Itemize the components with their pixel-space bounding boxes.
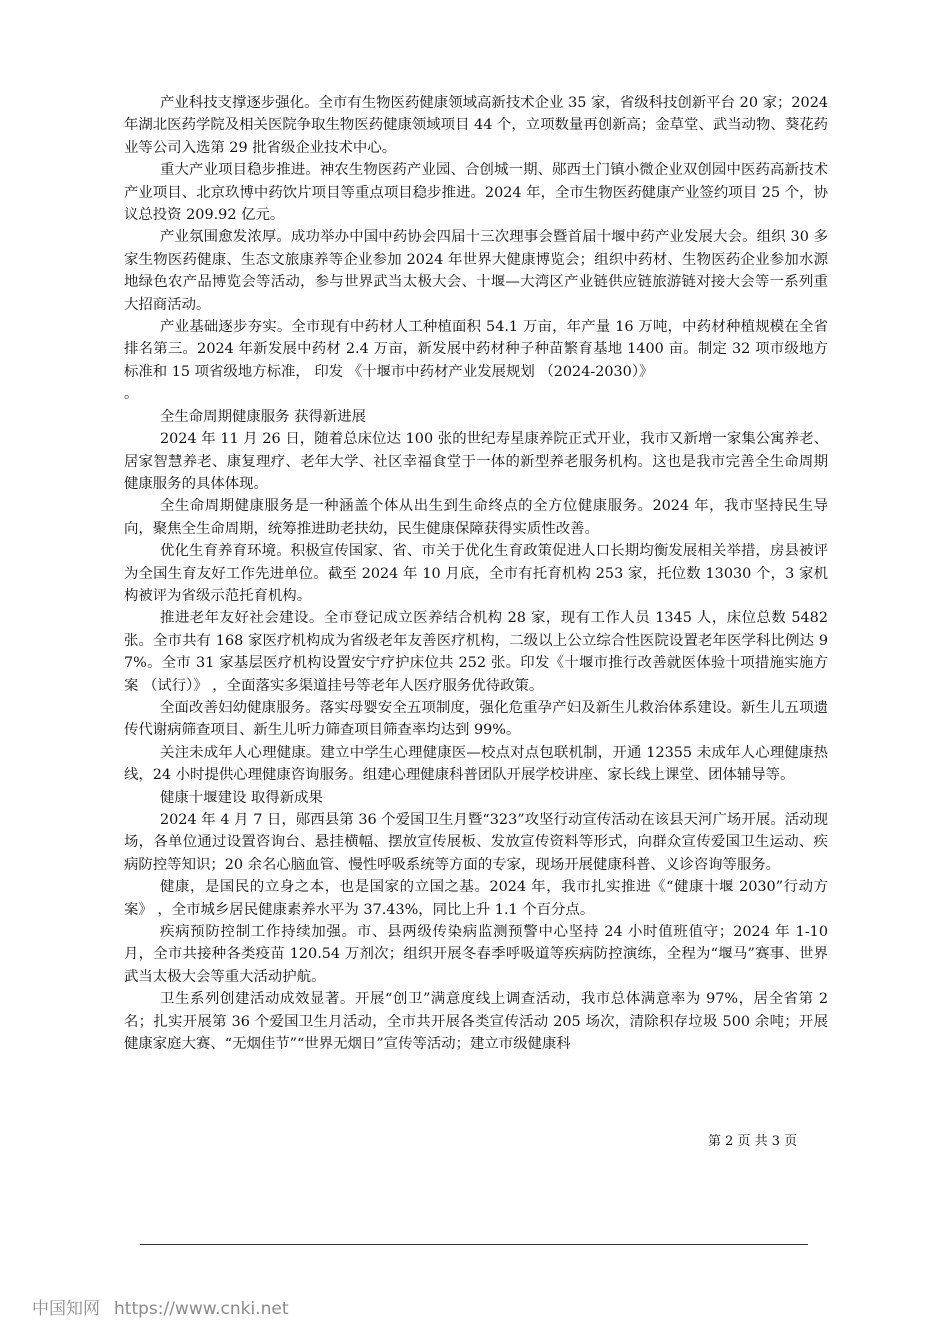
paragraph: 健康，是国民的立身之本，也是国家的立国之基。2024 年，我市扎实推进《“健康十堰 2030”行动方案》 ，全市城乡居民健康素养水平为 37.43%，同比上升 1.1 个百分点。 [124,879,828,918]
paragraph: 疾病预防控制工作持续加强。市、县两级传染病监测预警中心坚持 24 小时值班值守；2024 年 1-10 月，全市共接种各类疫苗 120.54 万剂次；组织开展冬春季呼吸道等疾病防控演练，全程为“堰马”赛事、世界武当太极大会等重大活动护航。 [124,924,828,985]
paragraph: 关注未成年人心理健康。建立中学生心理健康医—校点对点包联机制，开通 12355 未成年人心理健康热线，24 小时提供心理健康咨询服务。组建心理健康科普团队开展学校讲座、家长线上课堂、团体辅导等。 [124,744,828,784]
paragraph: 产业氛围愈发浓厚。成功举办中国中药协会四届十三次理事会暨首届十堰中药产业发展大会。组织 30 多家生物医药健康、生态文旅康养等企业参加 2024 年世界大健康博览会；组织中药材、生物医药企业参加水源地绿色农产品博览会等活动，参与世界武当太极大会、十堰—大湾区产业链供应链旅游链对接大会等一系列重大招商活动。 [124,229,828,313]
paragraph: 卫生系列创建活动成效显著。开展“创卫”满意度线上调查活动，我市总体满意率为 97%，居全省第 2 名；扎实开展第 36 个爱国卫生月活动，全市共开展各类宣传活动 205 场次，清除积存垃圾 500 余吨；开展健康家庭大赛、“无烟佳节”“世界无烟日”宣传等活动；建立市级健康科 [124,991,828,1053]
paragraph: 重大产业项目稳步推进。神农生物医药产业园、合创城一期、郧西土门镇小微企业双创园中医药高新技术产业项目、北京玖博中药饮片项目等重点项目稳步推进。2024 年，全市生物医药健康产业签约项目 25 个，协议总投资 209.92 亿元。 [124,162,828,224]
paragraph: 产业科技支撑逐步强化。全市有生物医药健康领域高新技术企业 35 家，省级科技创新平台 20 家；2024 年湖北医药学院及相关医院争取生物医药健康领域项目 44 个，立项数量再创新高；金草堂、武当动物、葵花药业等公司入选第 29 批省级企业技术中心。 [124,95,828,156]
paragraph: 2024 年 11 月 26 日，随着总床位达 100 张的世纪寿星康养院正式开业，我市又新增一家集公寓养老、居家智慧养老、康复理疗、老年大学、社区幸福食堂于一体的新型养老服务机构。这也是我市完善全生命周期健康服务的具体体现。 [124,431,828,492]
paragraph: 推进老年友好社会建设。全市登记成立医养结合机构 28 家，现有工作人员 1345 人，床位总数 5482 张。全市共有 168 家医疗机构成为省级老年友善医疗机构，二级以上公立综合性医院设置老年医学科比例达 97%。全市 31 家基层医疗机构设置安宁疗护床位共 252 张。印发《十堰市推行改善就医体验十项措施实施方案 （试行）》 ，全面落实多渠道挂号等老年人医疗服务优待政策。 [124,610,828,694]
page-number: 第 2 页 共 3 页 [708,1134,798,1149]
paragraph: 优化生育养育环境。积极宣传国家、省、市关于优化生育政策促进人口长期均衡发展相关举措，房县被评为全国生育友好工作先进单位。截至 2024 年 10 月底，全市有托育机构 253 家，托位数 13030 个，3 家机构被评为省级示范托育机构。 [124,543,828,604]
paragraph: 全面改善妇幼健康服务。落实母婴安全五项制度，强化危重孕产妇及新生儿救治体系建设。新生儿五项遗传代谢病筛查项目、新生儿听力筛查项目筛查率均达到 99%。 [124,699,828,739]
watermark-url[interactable]: https://www.cnki.net [114,1299,289,1319]
footer-divider [140,1244,808,1245]
paragraph: 2024 年 4 月 7 日，郧西县第 36 个爱国卫生月暨“323”攻坚行动宣传活动在该县天河广场开展。活动现场，各单位通过设置咨询台、悬挂横幅、摆放宣传展板、发放宣传资料等形式，向群众宣传爱国卫生运动、疾病防控等知识；20 余名心脑血管、慢性呼吸系统等方面的专家，现场开展健康科普、义诊咨询等服务。 [124,812,828,873]
cnki-watermark [32,1294,288,1319]
section-heading: 全生命周期健康服务 获得新进展 [160,408,367,425]
section-heading: 健康十堰建设 取得新成果 [160,789,323,806]
watermark-brand: 中国知网 [32,1299,100,1319]
paragraph: 产业基础逐步夯实。全市现有中药材人工种植面积 54.1 万亩，年产量 16 万吨，中药材种植规模在全省排名第三。2024 年新发展中药材 2.4 万亩，新发展中药材种子种苗繁育基地 1400 亩。制定 32 项市级地方标准和 15 项省级地方标准， 印发 《十堰市中药材产业发展规划 （2024-2030）》 [124,319,828,380]
paragraph-continuation: 。 [124,386,139,403]
paragraph: 全生命周期健康服务是一种涵盖个体从出生到生命终点的全方位健康服务。2024 年，我市坚持民生导向，聚焦全生命周期，统筹推进助老扶幼，民生健康保障获得实质性改善。 [124,498,828,537]
document-body [124,92,828,1055]
